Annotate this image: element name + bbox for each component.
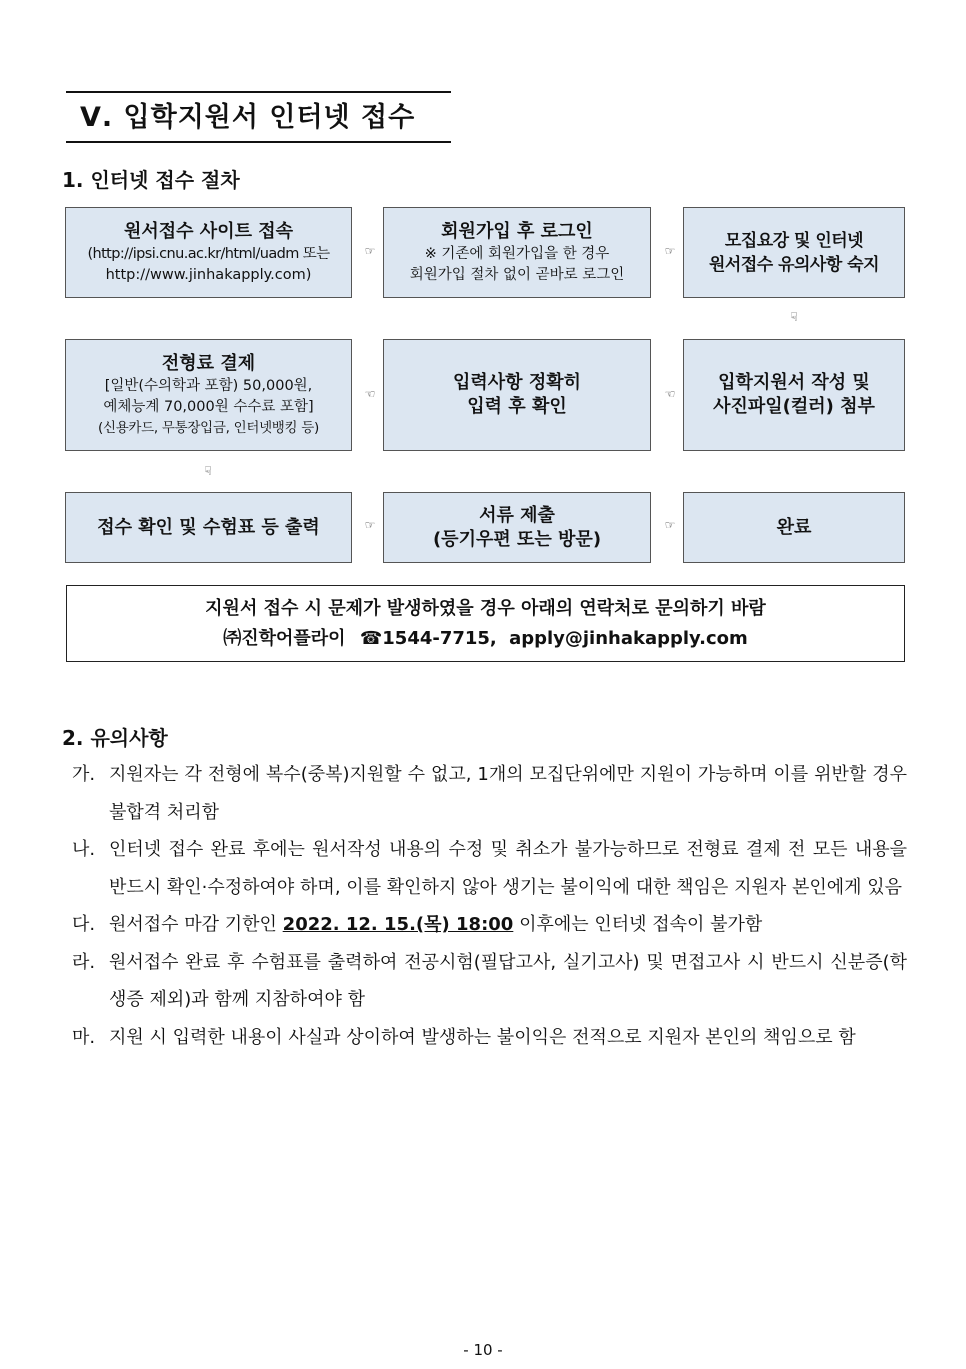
step-site-access-title: 원서접수 사이트 접속 [123,220,294,242]
deadline-after: 이후에는 인터넷 접속이 불가함 [519,914,763,935]
step-payment-fee2: 예체능계 70,000원 수수료 포함] [103,398,314,415]
step-complete-label: 완료 [776,516,812,538]
step-site-access-url2: http://www.jinhakapply.com) [105,266,312,283]
step-site-access-url1: (http://ipsi.cnu.ac.kr/html/uadm 또는 [87,245,330,262]
list-item-marker: 다. [72,914,96,935]
step-login-title: 회원가입 후 로그인 [441,220,593,242]
list-item-text: 원서접수 완료 후 수험표를 출력하여 전공시험(필답고사, 실기고사) 및 면접고사 시 반드시 신분증(학생증 제외)과 함께 지참하여야 함 [109,951,907,1010]
contact-phone: ☎1544-7715, [359,627,497,649]
list-item [72,906,907,944]
arrow-down-icon: ☟ [790,310,798,324]
list-item-text [109,906,907,944]
step-print-ticket [65,492,352,563]
list-item-text: 지원자는 각 전형에 복수(중복)지원할 수 없고, 1개의 모집단위에만 지원이 가능하며 이를 위반할 경우 불합격 처리함 [109,764,907,823]
step-submit-docs-line1: 서류 제출 [479,504,555,526]
list-item [72,944,907,1019]
step-submit-docs [383,492,651,563]
step-payment-methods: (신용카드, 무통장입금, 인터넷뱅킹 등) [97,419,319,436]
contact-box [66,585,905,662]
step-read-guide-line2: 원서접수 유의사항 숙지 [708,254,880,275]
step-fill-form-line1: 입학지원서 작성 및 [718,372,870,393]
step-print-ticket-label: 접수 확인 및 수험표 등 출력 [97,516,320,538]
list-item [72,1019,907,1057]
step-fill-form-line2: 사진파일(컬러) 첨부 [713,396,875,417]
step-payment [65,339,352,451]
arrow-right-icon: ☞ [664,518,676,532]
step-verify-line2: 입력 후 확인 [467,396,567,417]
list-item-text: 지원 시 입력한 내용이 사실과 상이하여 발생하는 불이익은 전적으로 지원자 본인의 책임으로 함 [109,1026,856,1048]
contact-notice: 지원서 접수 시 문제가 발생하였을 경우 아래의 연락처로 문의하기 바람 [205,597,766,619]
step-submit-docs-line2: (등기우편 또는 방문) [432,528,602,550]
step-login-note2: 회원가입 절차 없이 곧바로 로그인 [409,266,625,283]
deadline-date: 2022. 12. 15.(목) 18:00 [282,914,514,935]
arrow-left-icon: ☜ [664,387,676,401]
step-read-guide-line1: 모집요강 및 인터넷 [724,230,864,251]
list-item-text: 인터넷 접수 완료 후에는 원서작성 내용의 수정 및 취소가 불가능하므로 전형료 결제 전 모든 내용을 반드시 확인·수정하여야 하며, 이를 확인하지 않아 생기는 불이익에 대한 책임은 지원자 본인에게 있음 [109,839,907,898]
step-verify-line1: 입력사항 정확히 [453,372,581,393]
contact-email[interactable]: apply@jinhakapply.com [509,627,748,649]
page-number: - 10 - [463,1341,503,1359]
procedure-heading: 1. 인터넷 접수 절차 [62,168,240,192]
step-fill-form [683,339,905,451]
step-complete [683,492,905,563]
step-payment-title: 전형료 결제 [161,352,256,374]
arrow-down-icon: ☟ [204,464,212,478]
arrow-left-icon: ☜ [364,387,376,401]
step-read-guide [683,207,905,298]
list-item-marker: 라. [72,951,96,973]
arrow-right-icon: ☞ [664,244,676,258]
list-item-marker: 마. [72,1026,96,1048]
contact-details [223,624,748,654]
list-item-marker: 나. [72,839,96,860]
step-login-note1: ※ 기존에 회원가입을 한 경우 [424,245,610,262]
notes-list [72,756,907,1056]
step-login [383,207,651,298]
section-title: Ⅴ. 입학지원서 인터넷 접수 [66,91,451,143]
step-verify [383,339,651,451]
list-item [72,756,907,831]
arrow-right-icon: ☞ [364,244,376,258]
list-item [72,831,907,906]
arrow-right-icon: ☞ [364,518,376,532]
deadline-before: 원서접수 마감 기한인 [109,914,277,935]
notes-heading: 2. 유의사항 [62,726,168,750]
step-site-access [65,207,352,298]
contact-company: ㈜진학어플라이 [223,627,346,649]
step-payment-fee1: [일반(수의학과 포함) 50,000원, [104,377,313,394]
list-item-marker: 가. [72,764,96,785]
